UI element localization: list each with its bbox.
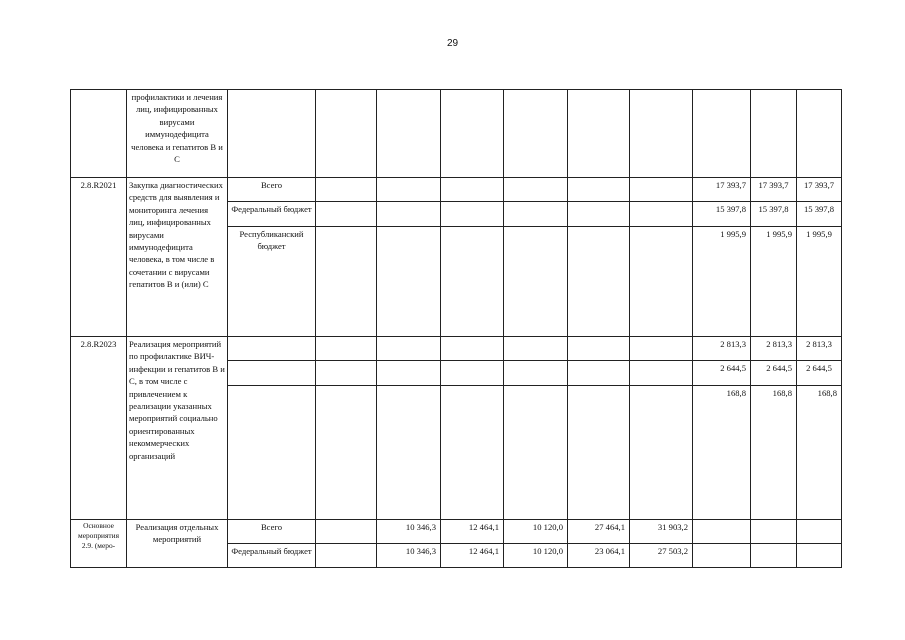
measure-name-cell: профилактики и лечения лиц, инфицированных вирусами иммунодефицита человека и гепатитов В и С — [127, 90, 228, 178]
funding-source-cell: Федеральный бюджет — [228, 544, 316, 568]
funding-source-cell: Всего — [228, 178, 316, 202]
amount-cell: 12 464,1 — [441, 544, 504, 568]
amount-cell: 1 995,9 — [751, 227, 797, 337]
row-code-cell: 2.8.R2023 — [71, 337, 127, 520]
page-number: 29 — [446, 38, 459, 49]
funding-source-cell — [228, 337, 316, 361]
funding-source-cell — [228, 386, 316, 520]
amount-cell: 27 464,1 — [568, 520, 630, 544]
amount-cell: 15 397,8 — [693, 202, 751, 227]
amount-cell: 10 120,0 — [504, 520, 568, 544]
row-code-cell — [71, 90, 127, 178]
amount-cell: 1 995,9 — [693, 227, 751, 337]
budget-table — [70, 89, 842, 568]
amount-cell: 27 503,2 — [630, 544, 693, 568]
funding-source-cell: Всего — [228, 520, 316, 544]
amount-cell: 168,8 — [693, 386, 751, 520]
measure-name-cell: Реализация мероприятий по профилактике ВИЧ-инфекции и гепатитов В и С, в том числе с привлечением к реализации указанных мероприятий социально ориентированных некоммерческих организаций — [127, 337, 228, 520]
amount-cell: 2 813,3 — [751, 337, 797, 361]
funding-source-cell: Федеральный бюджет — [228, 202, 316, 227]
funding-source-cell — [228, 361, 316, 386]
amount-cell: 17 393,7 — [751, 178, 797, 202]
table-row — [71, 178, 842, 202]
amount-cell: 2 644,5 — [693, 361, 751, 386]
amount-cell: 168,8 — [751, 386, 797, 520]
table-row — [71, 337, 842, 361]
amount-cell: 2 813,3 — [797, 337, 842, 361]
measure-name-cell: Реализация отдельных мероприятий — [127, 520, 228, 568]
amount-cell: 10 346,3 — [377, 544, 441, 568]
amount-cell: 12 464,1 — [441, 520, 504, 544]
row-code-cell: 2.8.R2021 — [71, 178, 127, 337]
amount-cell: 2 813,3 — [693, 337, 751, 361]
table-row — [71, 90, 842, 178]
amount-cell: 23 064,1 — [568, 544, 630, 568]
row-code-cell: Основное мероприятия 2.9. (меро- — [71, 520, 127, 568]
amount-cell: 1 995,9 — [797, 227, 842, 337]
amount-cell: 2 644,5 — [797, 361, 842, 386]
funding-source-cell: Республиканский бюджет — [228, 227, 316, 337]
amount-cell: 17 393,7 — [693, 178, 751, 202]
measure-name-cell: Закупка диагностических средств для выявления и мониторинга лечения лиц, инфицированных вирусами иммунодефицита человека, в том числе в сочетании с вирусами гепатитов В и (или) С — [127, 178, 228, 337]
amount-cell: 10 346,3 — [377, 520, 441, 544]
amount-cell: 15 397,8 — [797, 202, 842, 227]
amount-cell: 2 644,5 — [751, 361, 797, 386]
table-row — [71, 520, 842, 544]
amount-cell: 168,8 — [797, 386, 842, 520]
amount-cell: 15 397,8 — [751, 202, 797, 227]
amount-cell: 17 393,7 — [797, 178, 842, 202]
amount-cell: 10 120,0 — [504, 544, 568, 568]
amount-cell: 31 903,2 — [630, 520, 693, 544]
